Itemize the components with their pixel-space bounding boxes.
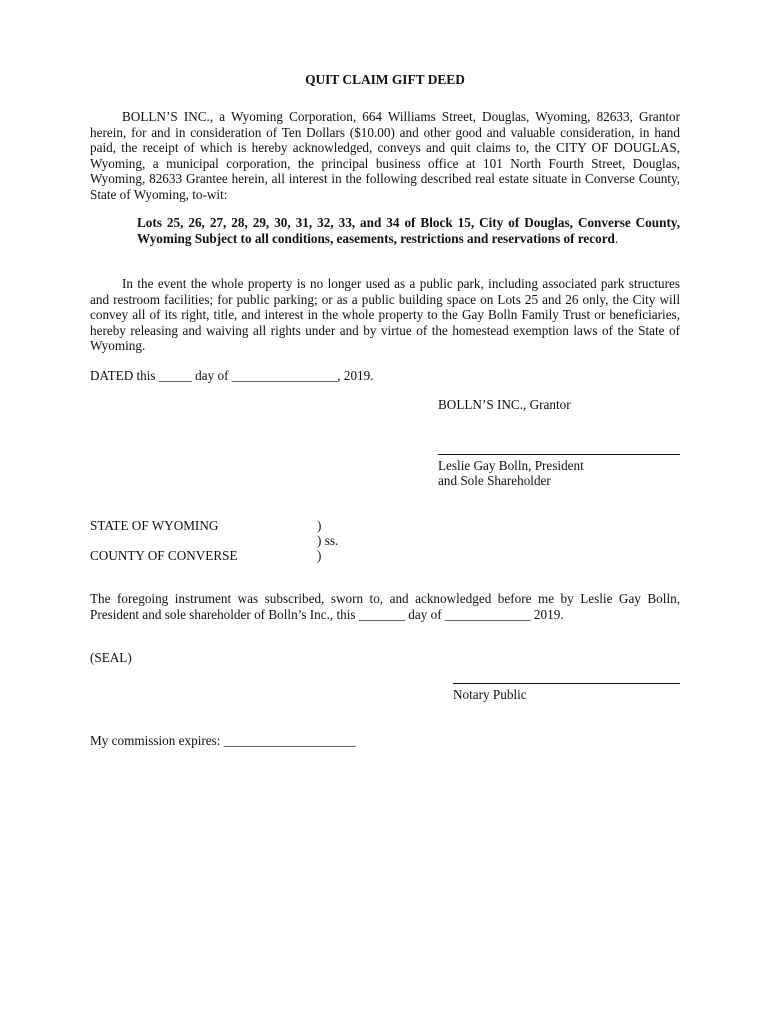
document-title: QUIT CLAIM GIFT DEED (305, 72, 465, 87)
dated-prefix: DATED this (90, 368, 159, 383)
commission-label: My commission expires: (90, 733, 224, 748)
commission-blank[interactable]: ____________________ (223, 733, 356, 748)
dated-day-blank[interactable]: _____ (158, 368, 192, 383)
notary-label: Notary Public (453, 687, 527, 702)
notary-signature-line[interactable] (453, 683, 680, 684)
commission-line (90, 733, 356, 749)
legal-description-period: . (614, 230, 619, 246)
opening-paragraph: BOLLN’S INC., a Wyoming Corporation, 664 Williams Street, Douglas, Wyoming, 82633, Grantor herein, for and in consideration of Ten Dollars ($10.00) and other good and valuable consideration, in hand paid, the receipt of which is hereby acknowledged, conveys and quit claims to, the CITY OF DOUGLAS, Wyoming, a municipal corporation, the principal business office at 101 North Fourth Street, Douglas, Wyoming, 82633 Grantee herein, all interest in the following described real estate situate in Converse County, State of Wyoming, to-wit: (90, 109, 680, 202)
venue-ss: ) ss. (317, 533, 339, 548)
dated-middle: day of (191, 368, 232, 383)
venue-state: STATE OF WYOMING (90, 518, 219, 533)
venue-paren-2: ) (317, 548, 322, 563)
venue-paren-1: ) (317, 518, 322, 533)
dated-month-blank[interactable]: ________________ (231, 368, 338, 383)
seal-label: (SEAL) (90, 650, 132, 665)
legal-description-text: Lots 25, 26, 27, 28, 29, 30, 31, 32, 33, and 34 of Block 15, City of Douglas, Converse County, Wyoming Subject to all conditions, easements, restrictions and reservations of record (137, 215, 680, 246)
legal-description (137, 215, 680, 246)
grantor-label: BOLLN’S INC., Grantor (438, 397, 571, 412)
reversion-paragraph: In the event the whole property is no longer used as a public park, including associated park structures and restroom facilities; for public parking; or as a public building space on Lots 25 and 26 only, the City will convey all of its right, title, and interest in the whole property to the Gay Bolln Family Trust or beneficiaries, hereby releasing and waiving all rights under and by virtue of the homestead exemption laws of the State of Wyoming. (90, 276, 680, 354)
grantor-signature-line[interactable] (438, 454, 680, 455)
dated-line (90, 368, 374, 384)
venue-county: COUNTY OF CONVERSE (90, 548, 238, 563)
acknowledgment-paragraph: The foregoing instrument was subscribed, sworn to, and acknowledged before me by Leslie Gay Bolln, President and sole shareholder of Bolln’s Inc., this _______ day of _____________ 2019. (90, 591, 680, 622)
signer-name-title: Leslie Gay Bolln, President (438, 458, 584, 473)
dated-suffix: , 2019. (337, 368, 374, 383)
signer-role: and Sole Shareholder (438, 473, 551, 488)
